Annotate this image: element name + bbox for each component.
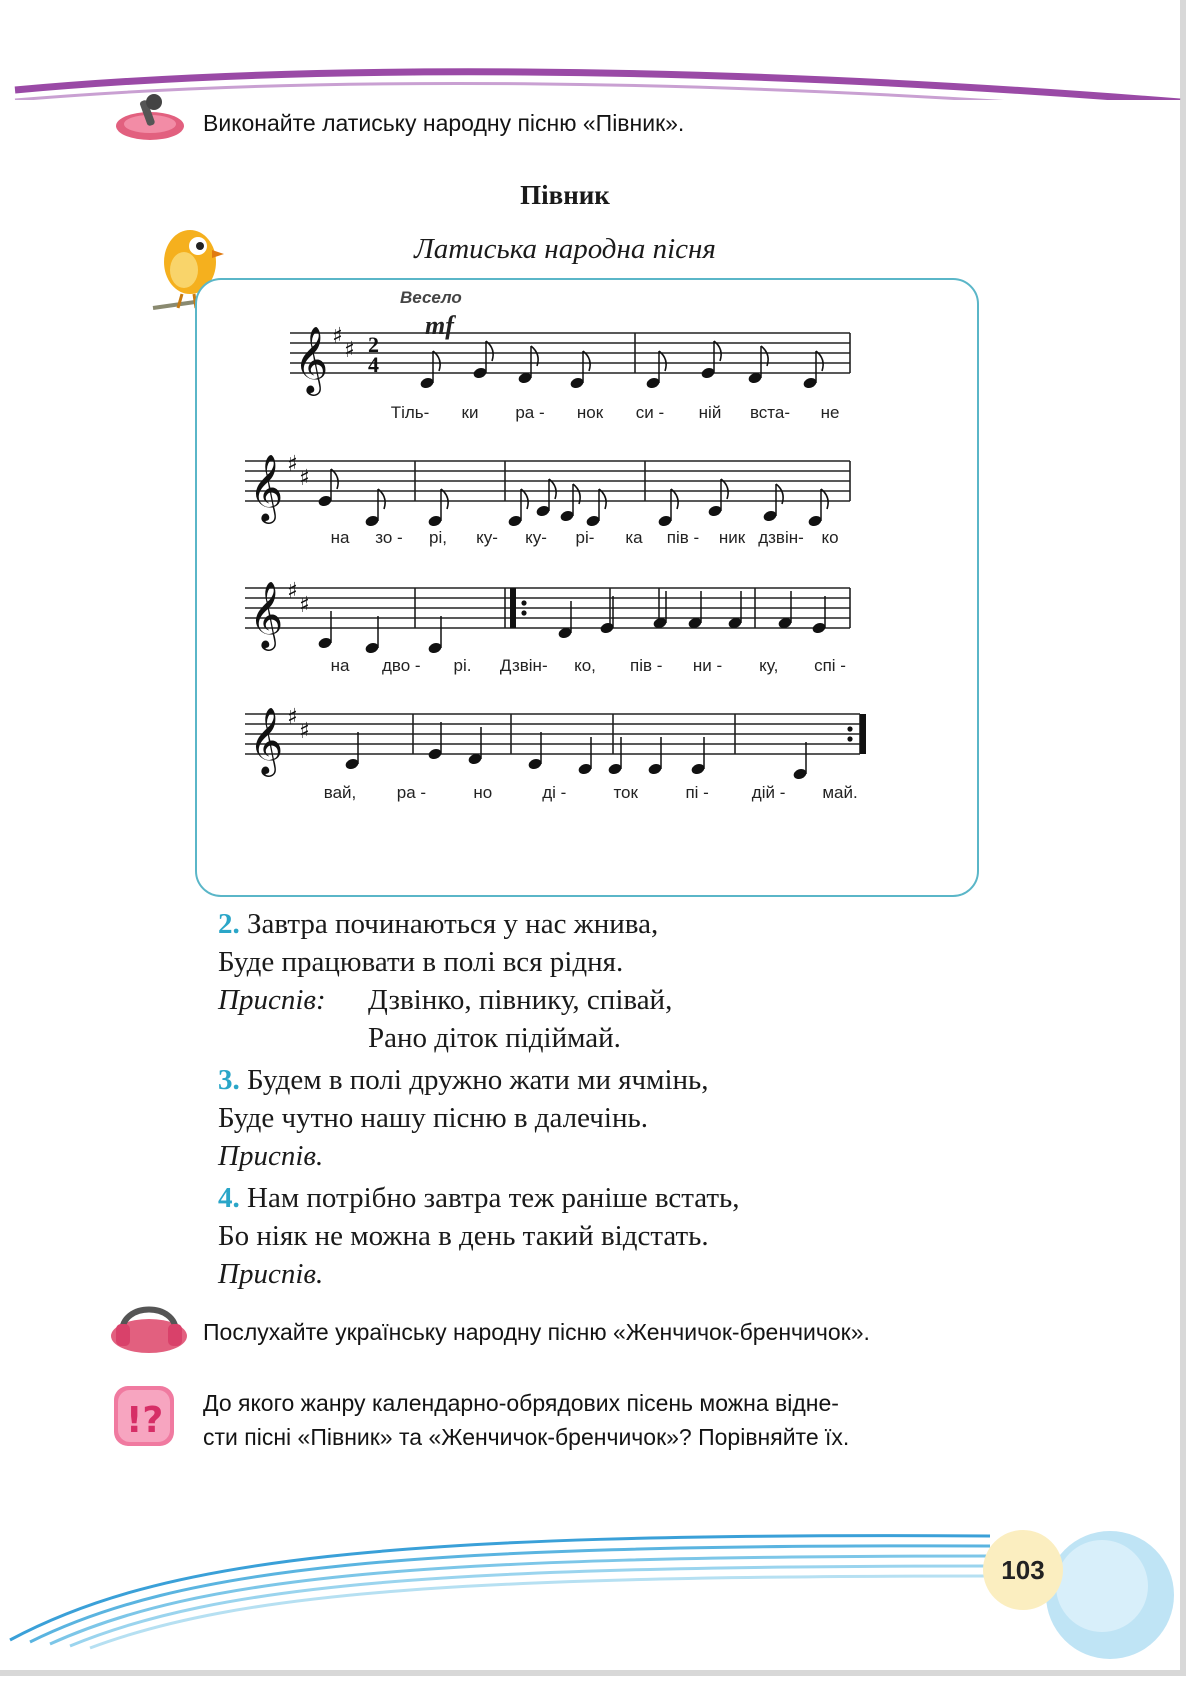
lyric-syllable: дзвін- [758,528,804,547]
note-flag [659,351,666,371]
repeat-dot [847,726,852,731]
lyric-syllable: рі. [453,656,472,675]
verse-line: Нам потрібно завтра теж раніше встать, [247,1182,740,1214]
lyric-syllable: пі - [685,783,709,802]
lyric-syllable: ку- [525,528,547,547]
lyric-syllable: ку- [476,528,498,547]
sharp-sign: ♯ [344,338,355,363]
song-subtitle: Латиська народна пісня [414,233,716,265]
page-number: 103 [983,1530,1063,1610]
refrain-label: Приспів. [218,1140,324,1172]
note-flag [671,489,678,509]
question-icon [108,1380,180,1452]
sharp-sign: ♯ [299,593,310,618]
sharp-sign: ♯ [299,466,310,491]
lyric-syllable: май. [822,783,858,802]
lyric-syllable: спі - [814,656,846,675]
verse-number: 4. [218,1182,240,1214]
lyric-syllable: на [330,528,350,547]
note-flag [714,341,721,361]
lyric-syllable: вай, [323,783,357,802]
time-signature-bottom: 4 [368,352,379,377]
headphones-icon [108,1296,190,1358]
lyric-syllable: ни - [692,656,723,675]
note-flag [821,489,828,509]
treble-clef: 𝄞 [249,453,284,521]
lyric-syllable: дій - [751,783,786,802]
sharp-sign: ♯ [287,705,298,730]
svg-text:!?: !? [126,1400,164,1441]
verse-number: 2. [218,908,240,940]
lyric-syllable: не [820,403,840,422]
note-flag [441,489,448,509]
refrain-label: Приспів: [218,984,326,1016]
lyric-syllable: ра - [515,403,545,422]
note-flag [599,489,606,509]
sheet-music [195,278,980,898]
verses [218,905,740,1293]
repeat-dot [521,600,526,605]
refrain-label: Приспів. [218,1258,324,1290]
repeat-dot [847,736,852,741]
lyric-syllable: ток [613,783,638,802]
lyric-syllable: нок [576,403,604,422]
verse-number: 3. [218,1064,240,1096]
time-signature-top: 2 [368,332,379,357]
lyric-syllable: но [473,783,493,802]
note-flag [521,489,528,509]
lyric-syllable: ко, [574,656,596,675]
task-listen-text: Послухайте українську народну пісню «Женчичок-бренчичок». [203,1319,870,1345]
note-flag [378,489,385,509]
verse-line: Завтра починаються у нас жнива, [247,908,659,940]
lyric-syllable: Дзвін- [499,656,548,675]
note-flag [721,479,728,499]
refrain-line: Дзвінко, півнику, співай, [368,984,673,1016]
sing-microphone-icon [112,92,188,144]
verse-line: Буде працювати в полі вся рідня. [218,946,624,978]
lyric-syllable: рі, [429,528,447,547]
repeat-dot [521,610,526,615]
lyric-syllable: ка [625,528,643,547]
lyric-syllable: ку, [759,656,779,675]
verse-line: Бо ніяк не можна в день такий відстать. [218,1220,709,1252]
refrain-line: Рано діток підіймай. [368,1022,621,1054]
note-flag [331,469,338,489]
task-question [203,1386,849,1454]
note-flag [816,351,823,371]
note-flag [486,341,493,361]
lyric-syllable: Тіль- [390,403,430,422]
tempo-marking: Весело [400,288,462,307]
verse-line: Буде чутно нашу пісню в далечінь. [218,1102,648,1134]
note-flag [549,479,556,499]
sharp-sign: ♯ [299,719,310,744]
lyric-syllable: ді - [542,783,567,802]
lyric-syllable: рі- [575,528,595,547]
note-flag [583,351,590,371]
treble-clef: 𝄞 [249,580,284,648]
treble-clef: 𝄞 [294,325,329,393]
lyric-syllable: ра - [396,783,427,802]
lyric-syllable: ко [821,528,839,547]
treble-clef: 𝄞 [249,706,284,774]
repeat-bar [510,588,516,628]
task-question-line: До якого жанру календарно-обрядових пісень можна відне- [203,1390,839,1416]
lyric-syllable: зо - [375,528,403,547]
top-decorative-stripe [0,40,1192,100]
lyric-syllable: ки [461,403,479,422]
sharp-sign: ♯ [287,579,298,604]
task-sing-text: Виконайте латиську народну пісню «Півник». [203,110,685,136]
verse-line: Будем в полі дружно жати ми ячмінь, [247,1064,709,1096]
sharp-sign: ♯ [287,452,298,477]
lyric-syllable: на [330,656,350,675]
task-question-line: сти пісні «Півник» та «Женчичок-бренчичок»? Порівняйте їх. [203,1424,850,1450]
lyric-syllable: ній [698,403,722,422]
dynamic-marking: mf [425,311,454,340]
sharp-sign: ♯ [332,324,343,349]
song-title: Півник [520,180,610,210]
lyric-syllable: вста- [749,403,791,422]
lyric-syllable: пів - [630,656,663,675]
repeat-bar [860,714,866,754]
lyric-syllable: си - [635,403,665,422]
lyric-syllable: дво - [381,656,421,675]
lyric-syllable: ник [718,528,746,547]
note-flag [433,351,440,371]
lyric-syllable: пів - [666,528,700,547]
